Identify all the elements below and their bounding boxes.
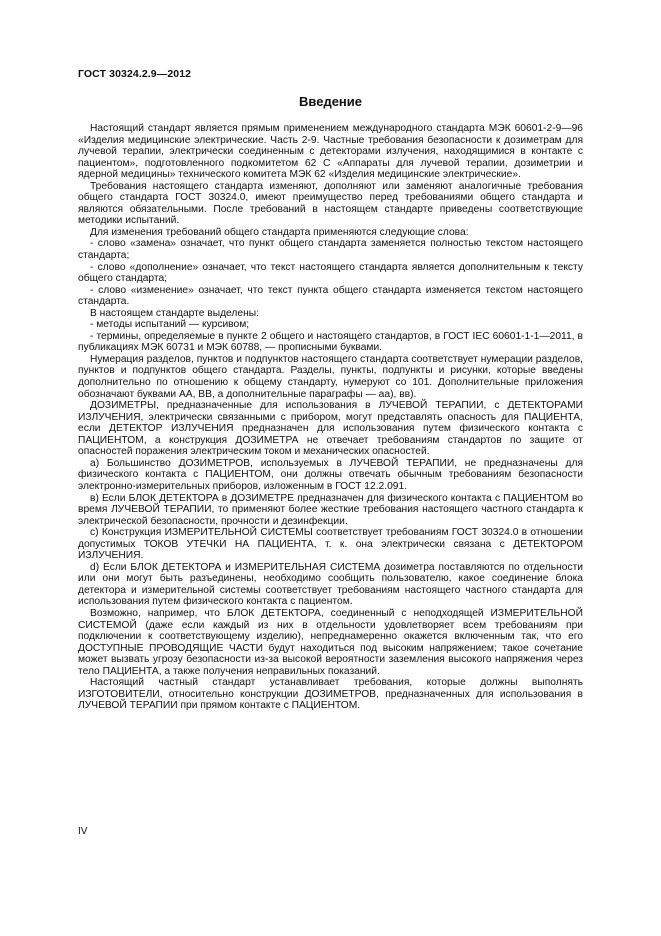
body-text — [78, 123, 583, 712]
paragraph-dosimeters: ДОЗИМЕТРЫ, предназначенные для использования в ЛУЧЕВОЙ ТЕРАПИИ, с ДЕТЕКТОРАМИ ИЗЛУЧЕНИЯ, электрически связанными с прибором, могут представлять опасность для ПАЦИЕНТА, если ДЕТЕКТОР ИЗЛУЧЕНИЯ предназначен для использования путем физического контакта с ПАЦИЕНТОМ, а конструкция ДОЗИМЕТРА не отвечает требованиям стандартов по защите от опасностей поражения электрическим током и механических опасностей. — [78, 400, 583, 458]
paragraph-conclusion: Настоящий частный стандарт устанавливает требования, которые должны выполнять ИЗГОТОВИТЕЛИ, относительно конструкции ДОЗИМЕТРОВ, предназначенных для использования в ЛУЧЕВОЙ ТЕРАПИИ при прямом контакте с ПАЦИЕНТОМ. — [78, 677, 583, 712]
paragraph-example: Возможно, например, что БЛОК ДЕТЕКТОРА, соединенный с неподходящей ИЗМЕРИТЕЛЬНОЙ СИСТЕМОЙ (даже если каждый из них в отдельности удовлетворяет всем требованиям при подключении к соответствующему изделию), непреднамеренно окажется включенным так, что его ДОСТУПНЫЕ ПРОВОДЯЩИЕ ЧАСТИ будут находиться под высоким напряжением; такое сочетание может вызвать угрозу безопасности из-за высокой вероятности заземления высокого напряжения через тело ПАЦИЕНТА, а также получения неправильных показаний. — [78, 607, 583, 677]
list-item-replacement: - слово «замена» означает, что пункт общего стандарта заменяется полностью текстом настоящего стандарта; — [78, 238, 583, 262]
paragraph-requirements: Требования настоящего стандарта изменяют, дополняют или заменяют аналогичные требования общего стандарта ГОСТ 30324.0, имеют преимущество перед требованиями общего стандарта и являются обязательными. После требований в настоящем стандарте приведены соответствующие методики испытаний. — [78, 180, 583, 227]
list-item-addition: - слово «дополнение» означает, что текст настоящего стандарта является дополнительным к тексту общего стандарта; — [78, 261, 583, 285]
list-item-test-methods: - методы испытаний — курсивом; — [90, 319, 250, 331]
section-title: Введение — [299, 94, 362, 109]
paragraph-numbering: Нумерация разделов, пунктов и подпунктов настоящего стандарта соответствует нумерации разделов, пунктов и подпунктов общего стандарта. Разделы, пункты, подпункты и рисунки, которые введены дополнительно по отношению к общему стандарту, нумеруют со 101. Дополнительные приложения обозначают буквами АА, ВВ, а дополнительные параграфы — аа), вв). — [78, 353, 583, 400]
paragraph-words: Для изменения требований общего стандарта применяются следующие слова: — [90, 226, 469, 238]
paragraph-item-b: в) Если БЛОК ДЕТЕКТОРА в ДОЗИМЕТРЕ предназначен для физического контакта с ПАЦИЕНТОМ во время ЛУЧЕВОЙ ТЕРАПИИ, то применяют более жесткие требования настоящего частного стандарта к электрической безопасности, прочности и дезинфекции. — [78, 492, 583, 527]
paragraph-intro: Настоящий стандарт является прямым применением международного стандарта МЭК 60601-2-9—96 «Изделия медицинские электрические. Часть 2-9. Частные требования безопасности к дозиметрам для лучевой терапии, электрически соединенным с детекторами излучения, находящимися в контакте с пациентом», подготовленного подкомитетом 62 С «Аппараты для лучевой терапии, дозиметрии и ядерной медицины» технического комитета МЭК 62 «Изделия медицинские электрические». — [78, 123, 583, 181]
paragraph-item-c: с) Конструкция ИЗМЕРИТЕЛЬНОЙ СИСТЕМЫ соответствует требованиям ГОСТ 30324.0 в отношении допустимых ТОКОВ УТЕЧКИ НА ПАЦИЕНТА, т. к. она электрически связана с ДЕТЕКТОРОМ ИЗЛУЧЕНИЯ. — [78, 527, 583, 562]
paragraph-highlighted: В настоящем стандарте выделены: — [90, 307, 259, 319]
paragraph-item-a: а) Большинство ДОЗИМЕТРОВ, используемых в ЛУЧЕВОЙ ТЕРАПИИ, не предназначены для физического контакта с ПАЦИЕНТОМ, они должны отвечать обычным требованиям безопасности электронно-измерительных приборов, изложенным в ГОСТ 12.2.091. — [78, 457, 583, 492]
paragraph-item-d: d) Если БЛОК ДЕТЕКТОРА и ИЗМЕРИТЕЛЬНАЯ СИСТЕМА дозиметра поставляются по отдельности или они могут быть разъединены, необходимо сообщить пользователю, какое соединение блока детектора и измерительной системы соответствует требованиям настоящего частного стандарта для использования путем физического контакта с пациентом. — [78, 561, 583, 608]
list-item-change: - слово «изменение» означает, что текст пункта общего стандарта изменяется текстом настоящего стандарта. — [78, 284, 583, 308]
page-number: IV — [78, 826, 88, 837]
list-item-terms: - термины, определяемые в пункте 2 общего и настоящего стандартов, в ГОСТ IEC 60601-1-1—2011, в публикациях МЭК 60731 и МЭК 60788, — прописными буквами. — [78, 330, 583, 354]
document-code-header: ГОСТ 30324.2.9—2012 — [78, 68, 192, 80]
